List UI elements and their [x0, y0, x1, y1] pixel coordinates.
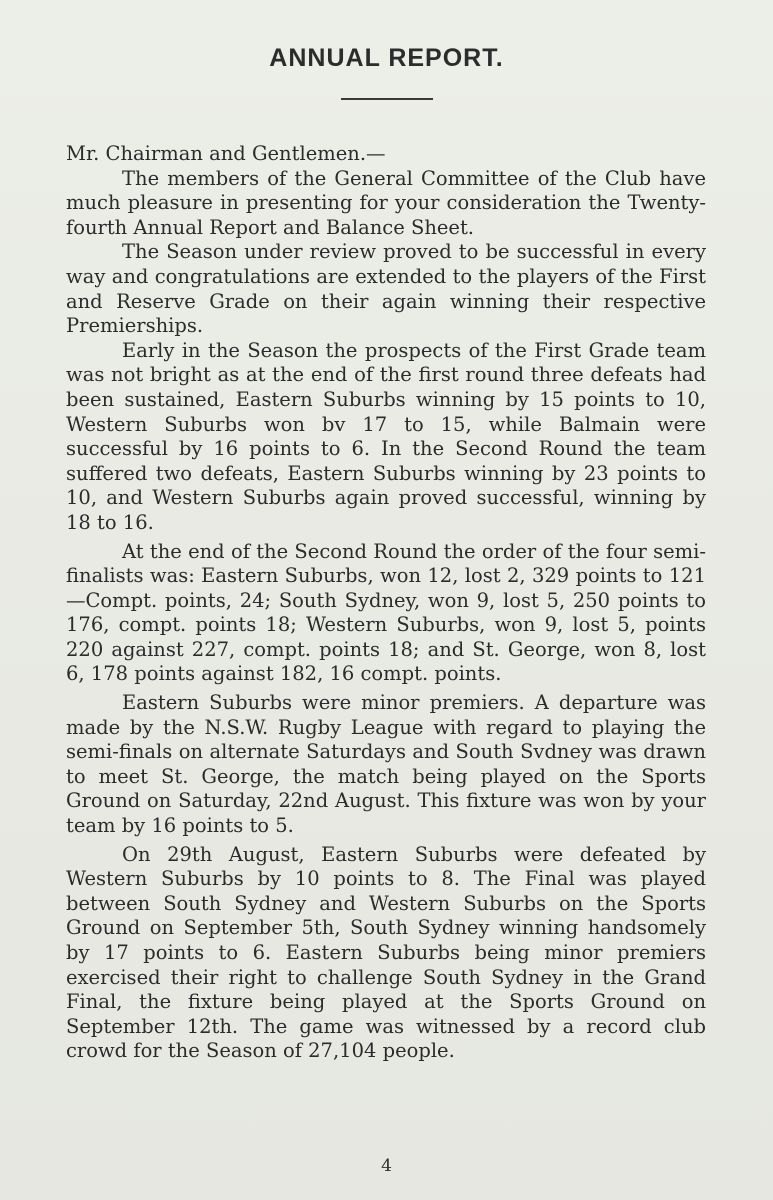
paragraph-final: On 29th August, Eastern Suburbs were defeated by Western Suburbs by 10 points to 8. The Final was played between South Sydney and Western Suburbs on the Sports Ground on September 5th, South Sydney winning handsomely by 17 points to 6. Eastern Suburbs being minor premiers exercised their right to challenge South Sydney in the Grand Final, the fixture being played at the Sports Ground on September 12th. The game was witnessed by a record club crowd for the Season of 27,104 people.: [66, 842, 706, 1063]
paragraph-semi-finalists: At the end of the Second Round the order of the four semi-finalists was: Eastern Suburbs, won 12, lost 2, 329 points to 121—Compt. points, 24; South Sydney, won 9, lost 5, 250 points to 176, compt. points 18; Western Suburbs, won 9, lost 5, points 220 against 227, compt. points 18; and St. George, won 8, lost 6, 178 points against 182, 16 compt. points.: [66, 539, 706, 686]
paragraph-season: The Season under review proved to be successful in every way and congratulations are extended to the players of the First and Reserve Grade on their again winning their respective Premierships.: [66, 240, 706, 338]
page-number: 4: [381, 1156, 392, 1176]
paragraph-intro: The members of the General Committee of the Club have much pleasure in presenting for your consideration the Twenty-fourth Annual Report and Balance Sheet.: [66, 166, 706, 239]
page-title: ANNUAL REPORT.: [269, 44, 504, 72]
paragraph-first-grade: Early in the Season the prospects of the First Grade team was not bright as at the end of the first round three defeats had been sustained, Eastern Suburbs winning by 15 points to 10, Western Suburbs won bv 17 to 15, while Balmain were successful by 16 points to 6. In the Second Round the team suffered two defeats, Eastern Suburbs winning by 23 points to 10, and Western Suburbs again proved successful, winning by 18 to 16.: [66, 338, 706, 534]
title-rule: [341, 98, 433, 100]
paragraph-minor-premiers: Eastern Suburbs were minor premiers. A departure was made by the N.S.W. Rugby League with regard to playing the semi-finals on alternate Saturdays and South Svdney was drawn to meet St. George, the match being played on the Sports Ground on Saturday, 22nd August. This fixture was won by your team by 16 points to 5.: [66, 691, 706, 838]
report-body: [66, 142, 706, 1064]
salutation: Mr. Chairman and Gentlemen.—: [66, 142, 386, 165]
